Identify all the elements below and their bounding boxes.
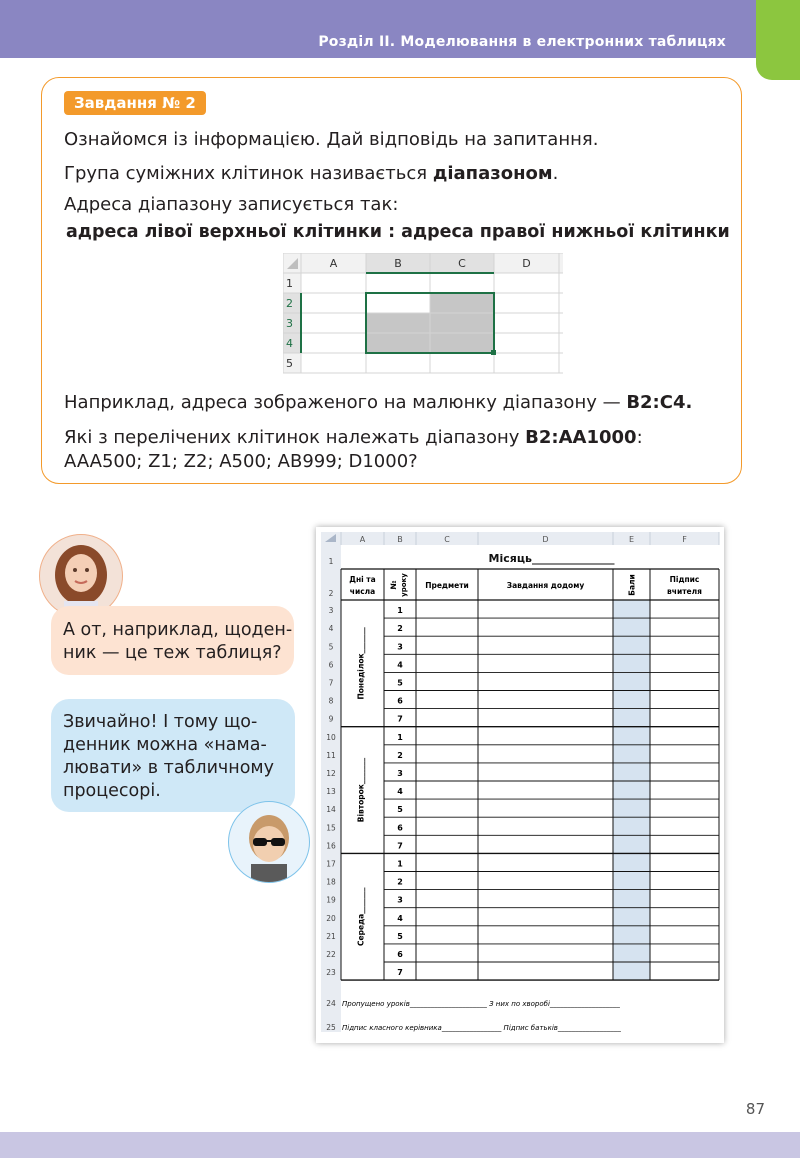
diary-column-header: E (628, 535, 635, 544)
diary-row-number: 21 (326, 931, 336, 941)
diary-row-number: 17 (326, 859, 336, 869)
boy-speech-bubble (51, 699, 295, 812)
day-label: Понеділок_______ (356, 627, 366, 700)
lesson-number: 6 (397, 950, 403, 959)
diary-column-header: A (359, 535, 366, 544)
lesson-number: 2 (397, 624, 403, 634)
lesson-number: 7 (397, 714, 403, 724)
diary-row-number: 1 (328, 557, 334, 566)
page-number: 87 (745, 1100, 765, 1118)
girl-text-line: А от, наприклад, щоден- (63, 620, 293, 640)
lesson-number: 7 (397, 841, 403, 851)
question-line: Які з перелічених клітинок належать діапазону B2:AA1000: (64, 427, 643, 448)
boy-text-line: денник можна «нама- (63, 735, 267, 755)
day-label: Вівторок_______ (356, 757, 366, 823)
diary-row-number: 14 (326, 805, 336, 815)
girl-speech-bubble (51, 606, 294, 675)
lesson-number: 5 (397, 805, 403, 815)
head-score: Бали (627, 574, 637, 596)
column-header: C (458, 257, 466, 270)
diary-column-header: B (397, 535, 403, 544)
lesson-number: 3 (397, 895, 403, 905)
diary-title: Місяць_______________ (488, 552, 615, 565)
range-address-rule: адреса лівої верхньої клітинки : адреса правої нижньої клітинки (66, 222, 730, 242)
lesson-number: 6 (397, 823, 403, 833)
lesson-number: 1 (397, 859, 403, 869)
diary-column-header: C (444, 535, 450, 544)
chapter-title: Розділ II. Моделювання в електронних таблицях (318, 34, 726, 50)
diary-column-header: D (542, 535, 549, 544)
head-subjects: Предмети (425, 581, 469, 590)
range-cell-fill (430, 313, 494, 333)
row-header: 1 (286, 277, 293, 290)
diary-row-number: 12 (326, 769, 336, 778)
score-column-shade (613, 600, 650, 980)
column-header: A (329, 257, 338, 270)
lesson-number: 5 (397, 678, 403, 688)
diary-row-number: 6 (328, 660, 334, 670)
diary-col-header-bg (321, 532, 719, 545)
column-header: D (522, 257, 531, 270)
diary-row-number: 20 (326, 913, 336, 923)
lesson-number: 2 (397, 877, 403, 887)
chapter-tab (756, 0, 800, 80)
diary-row-number: 2 (328, 589, 334, 598)
diary-row-number: 7 (328, 678, 334, 688)
diary-row-number: 8 (328, 696, 334, 706)
task-line-3: Адреса діапазону записується так: (64, 194, 399, 215)
diary-row-number: 18 (326, 877, 336, 887)
lesson-number: 4 (397, 913, 403, 923)
row-header: 3 (286, 317, 293, 330)
diary-spreadsheet (316, 527, 724, 1043)
diary-row-number: 11 (326, 750, 336, 760)
head-lesson-no: № (389, 580, 398, 590)
lesson-number: 1 (397, 606, 403, 616)
diary-row-number: 4 (328, 624, 334, 634)
head-days: Дні та (349, 575, 376, 584)
diary-row-number: 19 (326, 895, 336, 905)
range-cell-fill (430, 293, 494, 313)
lesson-number: 2 (397, 750, 403, 760)
girl-text-line: ник — це теж таблиця? (63, 643, 282, 663)
task-line-2: Група суміжних клітинок називається діапазоном. (64, 163, 559, 184)
range-cell-fill (366, 313, 430, 333)
diary-row-number: 23 (326, 968, 336, 978)
column-header: B (394, 257, 402, 270)
lesson-number: 4 (397, 787, 403, 797)
task-line-1: Ознайомся із інформацією. Дай відповідь на запитання. (64, 129, 599, 150)
diary-row-number: 22 (326, 950, 336, 959)
range-cell-fill (366, 333, 430, 353)
head-days: числа (349, 587, 376, 596)
signatures-line: Підпис класного керівника_________________ Підпис батьків__________________ (342, 1024, 621, 1033)
head-signature: Підпис (669, 575, 700, 584)
question-cells: AAA500; Z1; Z2; A500; AB999; D1000? (64, 451, 418, 472)
day-label: Середа_______ (356, 887, 366, 946)
boy-avatar (228, 801, 310, 883)
task-badge: Завдання № 2 (64, 91, 206, 115)
row-header: 4 (286, 337, 293, 350)
boy-text-line: Звичайно! І тому що- (63, 712, 258, 732)
lesson-number: 4 (397, 660, 403, 670)
diary-row-number: 10 (326, 732, 336, 742)
head-lesson-no: уроку (400, 573, 408, 597)
row-header: 2 (286, 297, 293, 310)
diary-row-number: 16 (326, 841, 336, 851)
diary-column-header: F (682, 535, 687, 544)
footer-band (0, 1132, 800, 1158)
missed-lessons-line: Пропущено уроків______________________ З них по хворобі____________________ (342, 1000, 620, 1009)
diary-row-number: 25 (326, 1023, 336, 1033)
range-example-sheet (283, 253, 563, 375)
range-cell-fill (430, 333, 494, 353)
lesson-number: 7 (397, 968, 403, 978)
lesson-number: 5 (397, 931, 403, 941)
lesson-number: 3 (397, 769, 403, 778)
diary-row-number: 3 (328, 606, 334, 616)
diary-row-number: 13 (326, 787, 336, 797)
fill-handle (491, 350, 496, 355)
lesson-number: 3 (397, 642, 403, 652)
boy-text-line: лювати» в табличному (63, 758, 274, 778)
boy-text-line: процесорі. (63, 781, 161, 801)
diary-row-number: 15 (326, 823, 336, 833)
diary-row-number: 5 (328, 642, 334, 652)
diary-row-number: 9 (328, 714, 334, 724)
head-homework: Завдання додому (506, 581, 585, 590)
row-header: 5 (286, 357, 293, 370)
head-signature: вчителя (667, 587, 702, 596)
diary-row-number: 24 (326, 999, 336, 1009)
lesson-number: 1 (397, 732, 403, 742)
lesson-number: 6 (397, 696, 403, 706)
example-line: Наприклад, адреса зображеного на малюнку діапазону — B2:C4. (64, 392, 693, 413)
